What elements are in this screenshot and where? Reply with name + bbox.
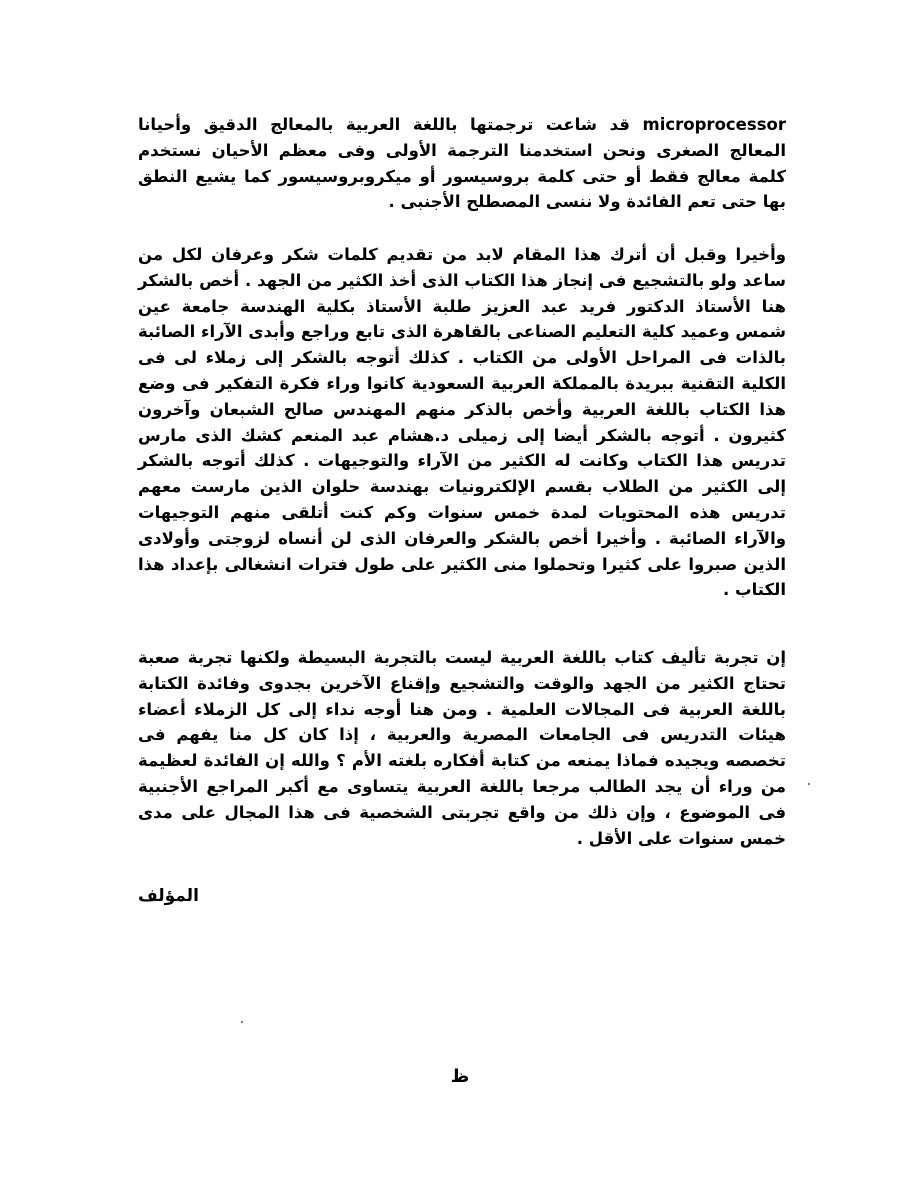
paragraph-acknowledgements: وأخيرا وقبل أن أترك هذا المقام لابد من تقديم كلمات شكر وعرفان لكل من ساعد ولو بالتشجيع فى إنجاز هذا الكتاب الذى أخذ الكثير من الجهد . أخص بالشكر هنا الأستاذ الدكتور فريد عبد العزيز طلبة الأستاذ بكلية الهندسة جامعة عين شمس وعميد كلية التعليم الصناعى بالقاهرة الذى تابع وراجع وأبدى الآراء الصائبة بالذات فى المراحل الأولى من الكتاب . كذلك أتوجه بالشكر إلى زملاء لى فى الكلية التقنية ببريدة بالمملكة العربية السعودية كانوا وراء فكرة التفكير فى وضع هذا الكتاب باللغة العربية وأخص بالذكر منهم المهندس صالح الشبعان وآخرون كثيرون . أتوجه بالشكر أيضا إلى زميلى د.هشام عبد المنعم كشك الذى مارس تدريس هذا الكتاب وكانت له الكثير من الآراء والتوجيهات . كذلك أتوجه بالشكر إلى الكثير من الطلاب بقسم الإلكترونيات بهندسة حلوان الذين مارست معهم تدريس هذه المحتويات لمدة خمس سنوات وكم كنت أتلقى منهم التوجيهات والآراء الصائبة . وأخيرا أخص بالشكر والعرفان الذى لن أنساه لزوجتى وأولادى الذين صبروا على كثيرا وتحملوا منى الكثير على طول فترات انشغالى بإعداد هذا الكتاب . — [138, 245, 786, 600]
page-number: ظ — [450, 1066, 470, 1087]
paragraph-arabic-writing-appeal: إن تجربة تأليف كتاب باللغة العربية ليست بالتجربة البسيطة ولكنها تجربة صعبة تحتاج الكثير من الجهد والوقت والتشجيع وإقناع الآخرين بجدوى وفائدة الكتابة باللغة العربية فى المجالات العلمية . ومن هنا أوجه نداء إلى كل الزملاء أعضاء هيئات التدريس فى الجامعات المصرية والعربية ، إذا كان كل منا يفهم فى تخصصه ويجيده فماذا يمنعه من كتابة أفكاره بلغته الأم ؟ والله إن الفائدة لعظيمة من وراء أن يجد الطالب مرجعا باللغة العربية يتساوى مع أكبر المراجع الأجنبية فى الموضوع ، وإن ذلك من واقع تجربتى الشخصية فى هذا المجال على مدى خمس سنوات على الأقل . — [138, 648, 786, 848]
paragraph-terminology-note: microprocessor قد شاعت ترجمتها باللغة العربية بالمعالج الدقيق وأحيانا المعالج الصغرى ونحن استخدمنا الترجمة الأولى وفى معظم الأحيان نستخدم كلمة معالج فقط أو حتى كلمة بروسيسور أو ميكروبروسيسور كما يشيع النطق بها حتى تعم الفائدة ولا ننسى المصطلح الأجنبى . — [138, 115, 786, 212]
author-signature: المؤلف — [138, 886, 199, 906]
scan-speck — [241, 1021, 243, 1023]
scan-speck — [808, 783, 810, 785]
